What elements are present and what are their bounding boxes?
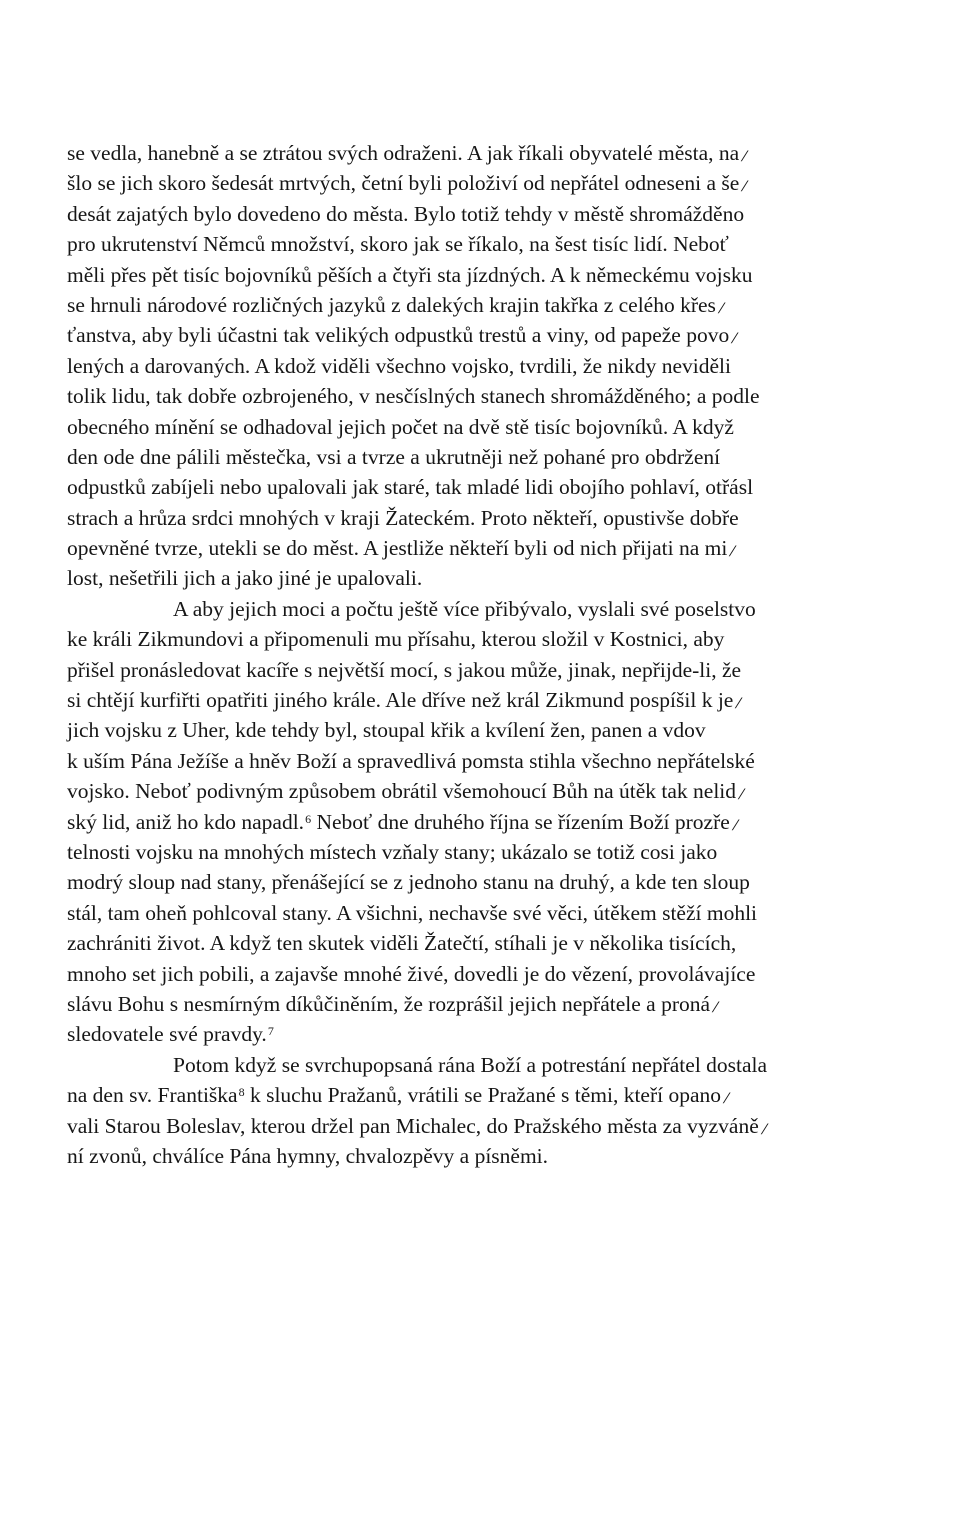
line-text: ke králi Zikmundovi a připomenuli mu přísahu, kterou složil v Kostnici, aby xyxy=(67,627,725,652)
text-line xyxy=(67,381,907,411)
line-text: vojsko. Neboť podivným způsobem obrátil všemohoucí Bůh na útěk tak nelid xyxy=(67,779,737,804)
line-text: lených a darovaných. A kdož viděli všechno vojsko, tvrdili, že nikdy neviděli xyxy=(67,353,731,378)
text-line xyxy=(67,928,907,958)
line-text-continued: k sluchu Pražanů, vrátili se Pražané s těmi, kteří opano xyxy=(244,1083,722,1108)
line-text: šlo se jich skoro šedesát mrtvých, četní byli položiví od nepřátel odneseni a še xyxy=(67,171,740,196)
hyphenation-mark: / xyxy=(734,696,744,712)
text-line xyxy=(67,260,907,290)
hyphenation-mark: / xyxy=(730,817,740,833)
hyphenation-mark: / xyxy=(729,331,740,347)
hyphenation-mark: / xyxy=(728,544,738,560)
text-line xyxy=(67,503,907,533)
line-text: stál, tam oheň pohlcoval stany. A všichni, nechavše své věci, útěkem stěží mohli xyxy=(67,900,758,925)
line-text: slávu Bohu s nesmírným díkůčiněním, že rozprášil jejich nepřátele a proná xyxy=(67,991,711,1016)
footnote-marker: 8 xyxy=(238,1085,245,1100)
paragraph xyxy=(67,138,907,594)
line-text: na den sv. Františka xyxy=(67,1083,238,1108)
line-text: jich vojsku z Uher, kde tehdy byl, stoupal křik a kvílení žen, panen a vdov xyxy=(67,718,706,743)
hyphenation-mark: / xyxy=(740,149,750,164)
text-line xyxy=(67,472,907,502)
line-text: pro ukrutenství Němců množství, skoro jak se říkalo, na šest tisíc lidí. Neboť xyxy=(67,232,729,257)
text-line xyxy=(67,837,907,867)
footnote-marker: 7 xyxy=(267,1024,274,1039)
line-text: obecného mínění se odhadoval jejich počet na dvě stě tisíc bojovníků. A když xyxy=(67,414,734,439)
line-text: k uším Pána Ježíše a hněv Boží a spravedlivá pomsta stihla všechno nepřátelské xyxy=(67,748,755,773)
text-line xyxy=(67,715,907,745)
text-line xyxy=(67,1050,907,1080)
text-line xyxy=(67,1019,907,1049)
text-line xyxy=(67,168,907,198)
line-text: zachrániti život. A když ten skutek viděli Žatečtí, stíhali je v několika tisících, xyxy=(67,931,737,956)
text-line xyxy=(67,229,907,259)
line-text-continued: Neboť dne druhého října se řízením Boží prozře xyxy=(311,809,730,834)
footnote-marker: 6 xyxy=(305,811,312,826)
line-text: mnoho set jich pobili, a zajavše mnohé živé, dovedli je do vězení, provolávajíce xyxy=(67,961,756,986)
text-line xyxy=(67,199,907,229)
body-text xyxy=(67,138,907,1171)
line-text: se vedla, hanebně a se ztrátou svých odraženi. A jak říkali obyvatelé města, na xyxy=(67,141,740,165)
text-line xyxy=(67,1080,907,1110)
line-text: sledovatele své pravdy. xyxy=(67,1022,267,1047)
text-line xyxy=(67,685,907,715)
text-line xyxy=(67,138,907,168)
paragraph xyxy=(67,594,907,1050)
text-line xyxy=(67,1141,907,1171)
line-text: vali Starou Boleslav, kterou držel pan Michalec, do Pražského města za vyzváně xyxy=(67,1113,759,1138)
line-text: ní zvonů, chválíce Pána hymny, chvalozpěvy a písněmi. xyxy=(67,1143,549,1168)
text-line xyxy=(67,807,907,837)
text-line xyxy=(67,959,907,989)
line-text: telnosti vojsku na mnohých místech vzňaly stany; ukázalo se totiž cosi jako xyxy=(67,839,718,864)
text-line xyxy=(67,989,907,1019)
line-text: modrý sloup nad stany, přenášející se z jednoho stanu na druhý, a kde ten sloup xyxy=(67,870,750,895)
line-text: desát zajatých bylo dovedeno do města. Bylo totiž tehdy v městě shromážděno xyxy=(67,201,745,226)
text-line xyxy=(67,776,907,806)
line-text: přišel pronásledovat kacíře s největší mocí, s jakou může, jinak, nepřijde-li, že xyxy=(67,657,742,682)
line-text: se hrnuli národové rozličných jazyků z dalekých krajin takřka z celého křes xyxy=(67,292,716,317)
line-text: ský lid, aniž ho kdo napadl. xyxy=(67,809,305,834)
text-line xyxy=(67,898,907,928)
text-line xyxy=(67,655,907,685)
line-text: opevněné tvrze, utekli se do měst. A jestliže někteří byli od nich přijati na mi xyxy=(67,536,728,561)
line-text: odpustků zabíjeli nebo upalovali jak staré, tak mladé lidi obojího pohlaví, otřásl xyxy=(67,475,754,500)
hyphenation-mark: / xyxy=(721,1091,732,1107)
text-line xyxy=(67,746,907,776)
text-line xyxy=(67,563,907,593)
text-line xyxy=(67,624,907,654)
text-line xyxy=(67,533,907,563)
text-line xyxy=(67,594,907,624)
hyphenation-mark: / xyxy=(716,300,726,316)
text-line xyxy=(67,412,907,442)
line-text: den ode dne pálili městečka, vsi a tvrze a ukrutněji než pohané pro obdržení xyxy=(67,444,721,469)
hyphenation-mark: / xyxy=(736,787,747,803)
text-line xyxy=(67,867,907,897)
line-text: ťanstva, aby byli účastni tak velikých odpustků trestů a viny, od papeže povo xyxy=(67,323,730,348)
paragraph xyxy=(67,1050,907,1172)
text-line xyxy=(67,290,907,320)
text-line xyxy=(67,320,907,350)
line-text: si chtějí kurfiřti opatřiti jiného krále. Ale dříve než král Zikmund pospíšil k je xyxy=(67,688,734,713)
line-text: tolik lidu, tak dobře ozbrojeného, v nesčíslných stanech shromážděného; a podle xyxy=(67,384,760,409)
line-text: lost, nešetřili jich a jako jiné je upalovali. xyxy=(67,566,423,591)
text-line xyxy=(67,442,907,472)
hyphenation-mark: / xyxy=(740,179,750,195)
text-line xyxy=(67,351,907,381)
line-text: měli přes pět tisíc bojovníků pěších a čtyři sta jízdných. A k německému vojsku xyxy=(67,262,753,287)
line-text: strach a hrůza srdci mnohých v kraji Žateckém. Proto někteří, opustivše dobře xyxy=(67,505,739,530)
line-text: A aby jejich moci a počtu ještě více přibývalo, vyslali své poselstvo xyxy=(173,596,756,621)
hyphenation-mark: / xyxy=(759,1121,769,1137)
hyphenation-mark: / xyxy=(710,999,721,1015)
line-text: Potom když se svrchupopsaná rána Boží a potrestání nepřátel dostala xyxy=(173,1052,768,1077)
text-line xyxy=(67,1111,907,1141)
